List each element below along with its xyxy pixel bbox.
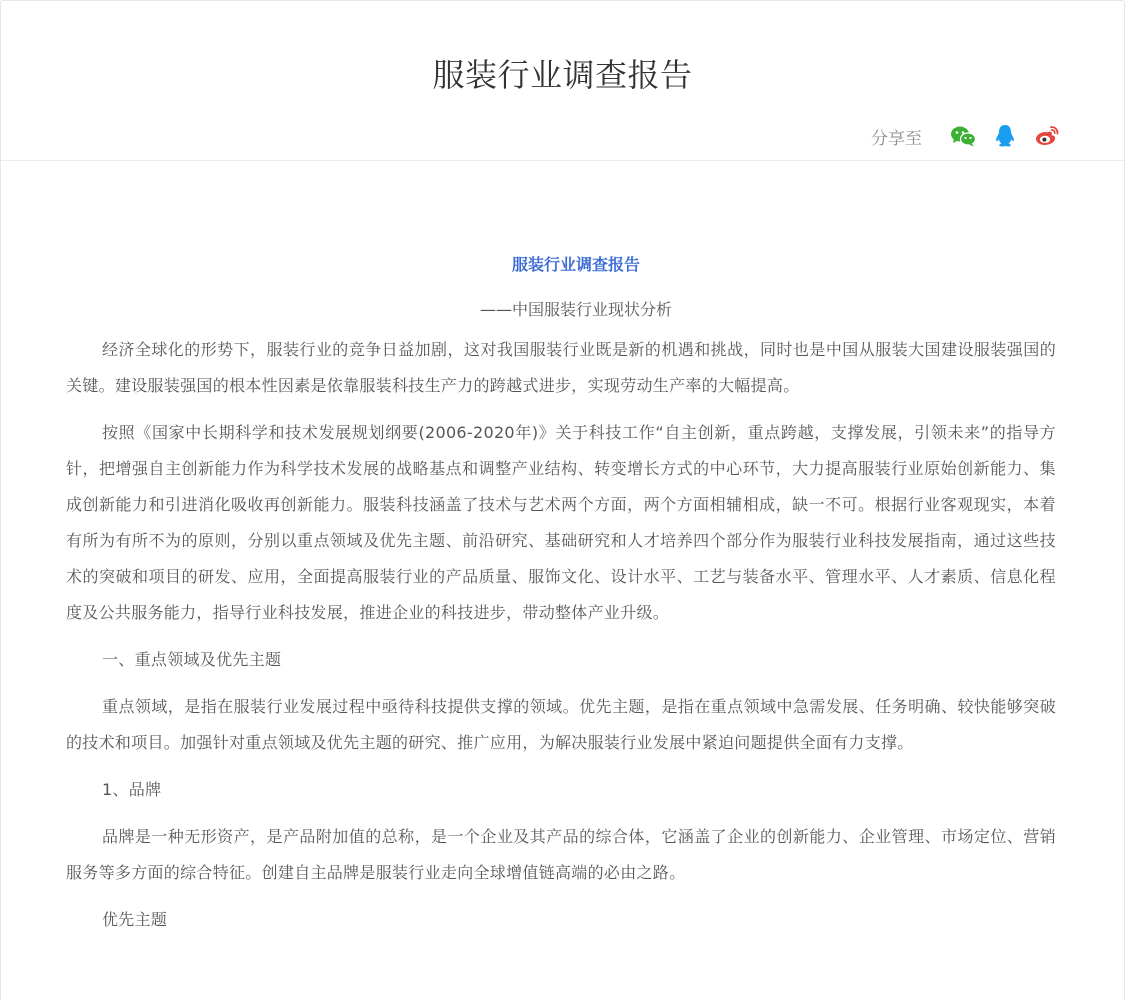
- document-title: 服装行业调查报告: [511, 255, 640, 274]
- page-title: 服装行业调查报告: [432, 56, 693, 94]
- paragraph-intro: 经济全球化的形势下，服装行业的竞争日益加剧，这对我国服装行业既是新的机遇和挑战，同时也是中国从服装大国建设服装强国的关键。建设服装强国的根本性因素是依靠服装科技生产力的跨越式进步，实现劳动生产率的大幅提高。: [66, 340, 1056, 395]
- weibo-icon[interactable]: [1032, 121, 1062, 151]
- share-bar: [871, 121, 1062, 151]
- qq-icon[interactable]: [990, 121, 1020, 151]
- share-label: 分享至: [871, 128, 922, 149]
- wechat-icon[interactable]: [948, 121, 978, 151]
- subsection-heading-priority: 优先主题: [102, 910, 168, 929]
- paragraph-brand: 品牌是一种无形资产，是产品附加值的总称，是一个企业及其产品的综合体，它涵盖了企业的创新能力、企业管理、市场定位、营销服务等多方面的综合特征。创建自主品牌是服装行业走向全球增值链高端的必由之路。: [66, 827, 1056, 882]
- page-header: [1, 1, 1124, 161]
- paragraph-key-areas: 重点领域，是指在服装行业发展过程中亟待科技提供支撑的领域。优先主题，是指在重点领域中急需发展、任务明确、较快能够突破的技术和项目。加强针对重点领域及优先主题的研究、推广应用，为解决服装行业发展中紧迫问题提供全面有力支撑。: [66, 697, 1056, 752]
- section-heading-key-areas: 一、重点领域及优先主题: [102, 650, 282, 669]
- paragraph-guideline: 按照《国家中长期科学和技术发展规划纲要(2006-2020年)》关于科技工作“自主创新，重点跨越，支撑发展，引领未来”的指导方针，把增强自主创新能力作为科学技术发展的战略基点和调整产业结构、转变增长方式的中心环节，大力提高服装行业原始创新能力、集成创新能力和引进消化吸收再创新能力。服装科技涵盖了技术与艺术两个方面，两个方面相辅相成，缺一不可。根据行业客观现实，本着有所为有所不为的原则，分别以重点领域及优先主题、前沿研究、基础研究和人才培养四个部分作为服装行业科技发展指南，通过这些技术的突破和项目的研发、应用，全面提高服装行业的产品质量、服饰文化、设计水平、工艺与装备水平、管理水平、人才素质、信息化程度及公共服务能力，指导行业科技发展，推进企业的科技进步，带动整体产业升级。: [66, 423, 1056, 622]
- subsection-heading-brand: 1、品牌: [102, 780, 162, 799]
- document-subtitle: ——中国服装行业现状分析: [479, 300, 672, 319]
- document-body: [66, 245, 1056, 949]
